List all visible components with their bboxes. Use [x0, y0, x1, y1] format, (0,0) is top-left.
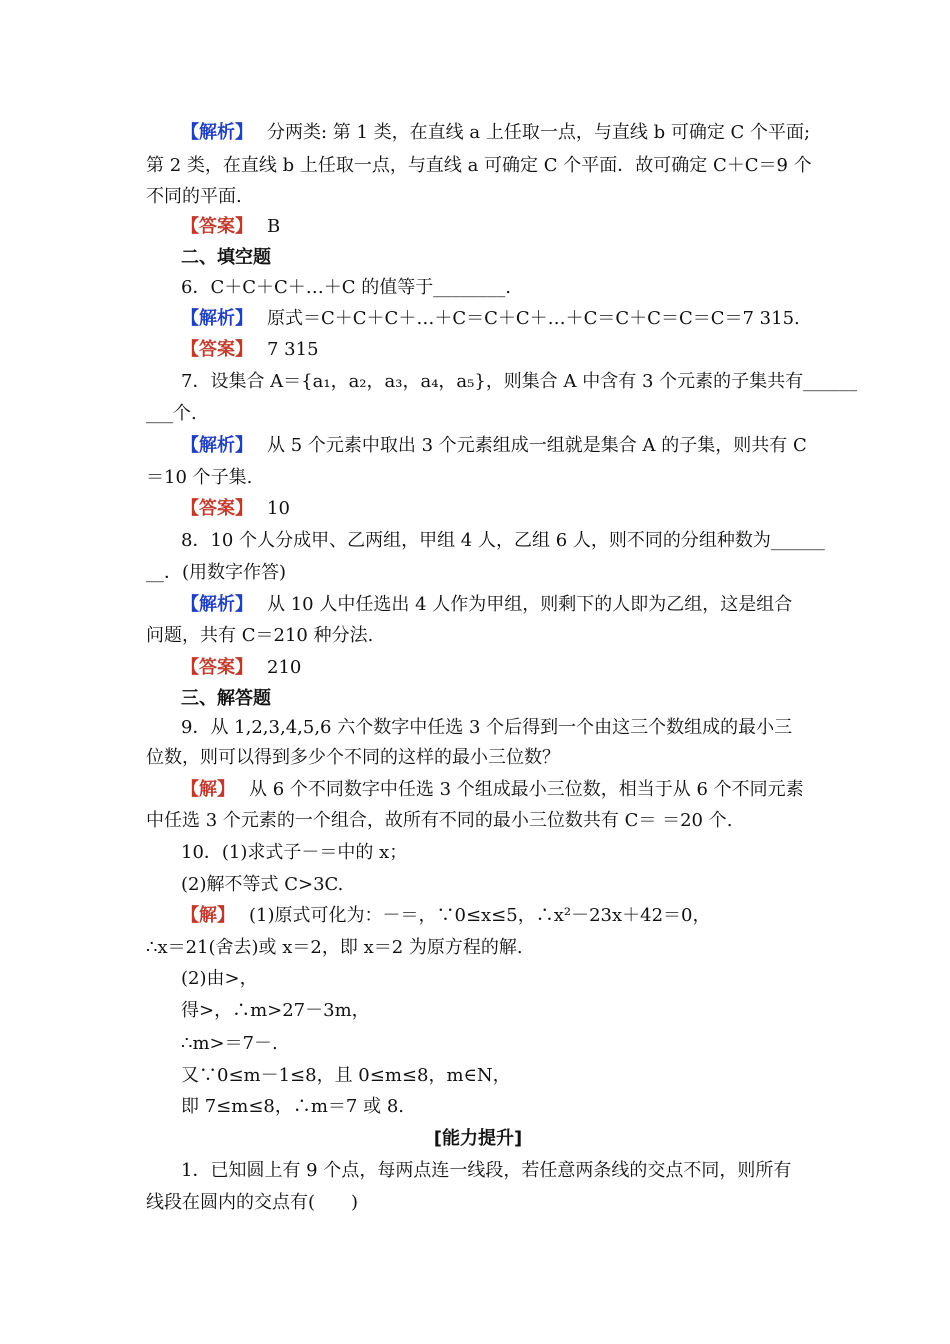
- answer-value: 7 315: [267, 339, 319, 360]
- answer-line: [181, 653, 810, 683]
- question-line: 1．已知圆上有 9 个点，每两点连一线段，若任意两条线的交点不同，则所有: [181, 1160, 792, 1181]
- text-line: 中任选 3 个元素的一个组合，故所有不同的最小三位数共有 C＝ ＝20 个.: [146, 810, 733, 831]
- text-line: ___个.: [146, 403, 197, 424]
- answer-tag: 【答案】: [181, 216, 253, 237]
- analysis-tag: 【解析】: [181, 594, 253, 615]
- text-line: __．(用数字作答): [146, 562, 287, 583]
- text-line: 从 5 个元素中取出 3 个元素组成一组就是集合 A 的子集，则共有 C: [267, 435, 807, 456]
- section-heading: [能力提升]: [433, 1128, 523, 1149]
- question-line: 6．C＋C＋C＋…＋C 的值等于________.: [181, 277, 511, 298]
- text-line: 得>，∴m>27－3m，: [181, 1000, 370, 1021]
- answer-line: [181, 212, 810, 242]
- question-line: 8．10 个人分成甲、乙两组，甲组 4 人，乙组 6 人，则不同的分组种数为______: [181, 530, 825, 551]
- text-line: 分两类: 第 1 类，在直线 a 上任取一点，与直线 b 可确定 C 个平面;: [267, 122, 811, 143]
- question-line: 10．(1)求式子－＝中的 x；: [181, 842, 408, 863]
- text-line: ∴m>＝7－.: [181, 1033, 278, 1054]
- text-line: 位数，则可以得到多少个不同的这样的最小三位数？: [146, 747, 560, 768]
- text-line: 原式＝C＋C＋C＋…＋C＝C＋C＋…＋C＝C＋C＝C＝C＝7 315.: [267, 308, 800, 329]
- solution-line: [181, 118, 810, 148]
- answer-tag: 【答案】: [181, 657, 253, 678]
- text-line: ∴x＝21(舍去)或 x＝2，即 x＝2 为原方程的解.: [146, 937, 523, 958]
- answer-value: B: [267, 216, 281, 237]
- text-line: (2)解不等式 C>3C.: [181, 874, 344, 895]
- text-line: (2)由>，: [181, 968, 258, 989]
- solution-tag: 【解】: [181, 779, 235, 800]
- text-line: 从 6 个不同数字中任选 3 个组成最小三位数，相当于从 6 个不同元素: [249, 779, 804, 800]
- text-line: 第 2 类，在直线 b 上任取一点，与直线 a 可确定 C 个平面．故可确定 C＋C＝9 个: [146, 155, 812, 176]
- analysis-tag: 【解析】: [181, 308, 253, 329]
- text-line: ＝10 个子集.: [146, 467, 253, 488]
- answer-line: [181, 494, 810, 524]
- solution-line: [181, 304, 810, 334]
- text-line: 不同的平面.: [146, 186, 242, 207]
- answer-tag: 【答案】: [181, 339, 253, 360]
- question-line: 9．从 1,2,3,4,5,6 六个数字中任选 3 个后得到一个由这三个数组成的最小三: [181, 717, 793, 738]
- solution-line: [181, 590, 810, 620]
- solution-line: [181, 431, 810, 461]
- section-heading: 三、解答题: [181, 688, 271, 709]
- section-heading: 二、填空题: [181, 247, 271, 268]
- text-line: 即 7≤m≤8，∴m＝7 或 8.: [181, 1096, 404, 1117]
- answer-value: 10: [267, 498, 290, 519]
- solution-tag: 【解】: [181, 905, 235, 926]
- solution-line: [181, 775, 810, 805]
- question-line: 7．设集合 A＝{a₁，a₂，a₃，a₄，a₅}，则集合 A 中含有 3 个元素的子集共有______: [181, 371, 858, 392]
- answer-value: 210: [267, 657, 302, 678]
- text-line: (1)原式可化为：－＝，∵0≤x≤5，∴x²－23x＋42＝0，: [249, 905, 711, 926]
- answer-line: [181, 335, 810, 365]
- analysis-tag: 【解析】: [181, 122, 253, 143]
- text-line: 线段在圆内的交点有( ): [146, 1192, 359, 1213]
- analysis-tag: 【解析】: [181, 435, 253, 456]
- solution-line: [181, 901, 810, 931]
- text-line: 又∵0≤m－1≤8，且 0≤m≤8，m∈N，: [181, 1065, 511, 1086]
- text-line: 问题，共有 C＝210 种分法.: [146, 625, 374, 646]
- answer-tag: 【答案】: [181, 498, 253, 519]
- text-line: 从 10 人中任选出 4 人作为甲组，则剩下的人即为乙组，这是组合: [267, 594, 793, 615]
